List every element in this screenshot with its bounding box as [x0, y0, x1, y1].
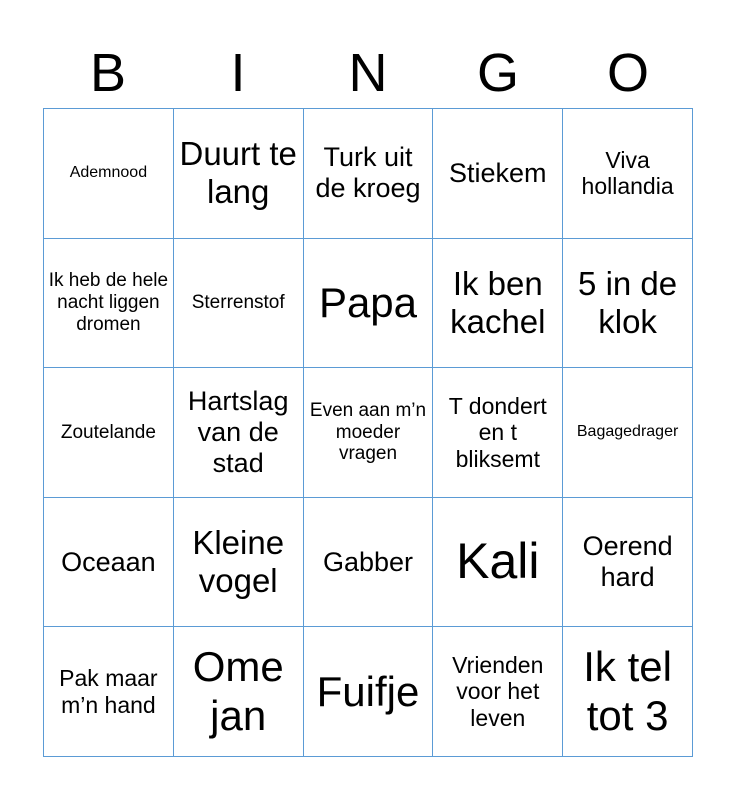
bingo-cell[interactable] [174, 368, 304, 498]
cell-text: Ademnood [69, 164, 148, 182]
bingo-cell[interactable] [433, 109, 563, 239]
cell-text: Zoutelande [60, 421, 156, 443]
cell-text: Gabber [322, 546, 414, 577]
cell-text: Sterrenstof [191, 291, 285, 313]
bingo-cell[interactable] [44, 498, 174, 628]
bingo-cell[interactable] [563, 627, 693, 757]
bingo-cell[interactable] [44, 368, 174, 498]
bingo-cell[interactable] [433, 627, 563, 757]
bingo-cell[interactable] [44, 627, 174, 757]
cell-text: Ome jan [192, 643, 284, 739]
bingo-cell[interactable] [174, 627, 304, 757]
bingo-cell[interactable] [433, 498, 563, 628]
cell-text: Fuifje [316, 667, 420, 715]
cell-text: Duurt te lang [179, 135, 297, 211]
bingo-cell[interactable] [433, 239, 563, 369]
cell-text: 5 in de klok [578, 264, 678, 340]
bingo-cell[interactable] [174, 109, 304, 239]
bingo-header [43, 38, 693, 108]
bingo-cell[interactable] [174, 498, 304, 628]
cell-text: Pak maar m’n hand [59, 665, 158, 718]
cell-text: Ik tel tot 3 [583, 643, 672, 739]
bingo-board [43, 108, 693, 757]
header-letter-n: N [348, 43, 388, 103]
bingo-cell[interactable] [563, 239, 693, 369]
header-letter-b: B [89, 43, 127, 103]
cell-text: Vrienden voor het leven [452, 652, 544, 731]
cell-text: Even aan m’n moeder vragen [309, 399, 427, 465]
cell-text: Turk uit de kroeg [315, 142, 421, 204]
cell-text: Ik heb de hele nacht liggen dromen [48, 270, 169, 335]
bingo-cell[interactable] [433, 368, 563, 498]
header-letter-o: O [606, 43, 649, 103]
bingo-cell[interactable] [304, 368, 434, 498]
bingo-cell[interactable] [44, 109, 174, 239]
cell-text: Ik ben kachel [450, 264, 546, 340]
cell-text: Kleine vogel [192, 524, 285, 600]
bingo-cell[interactable] [563, 498, 693, 628]
header-letter-g: G [476, 43, 519, 103]
cell-text: Stiekem [449, 157, 547, 188]
cell-text: Bagagedrager [576, 423, 679, 441]
cell-text: Oerend hard [582, 531, 673, 593]
bingo-cell[interactable] [304, 109, 434, 239]
cell-text: Hartslag van de stad [187, 385, 289, 479]
bingo-cell[interactable] [304, 498, 434, 628]
header-letter-i: I [230, 43, 246, 103]
bingo-cell[interactable] [304, 239, 434, 369]
cell-text: Papa [318, 278, 418, 326]
bingo-cell[interactable] [563, 109, 693, 239]
cell-text: Kali [456, 533, 540, 590]
bingo-cell[interactable] [563, 368, 693, 498]
cell-text: T dondert en t bliksemt [448, 392, 547, 472]
bingo-cell[interactable] [44, 239, 174, 369]
cell-text: Viva hollandia [581, 146, 674, 200]
bingo-cell[interactable] [304, 627, 434, 757]
cell-text: Oceaan [61, 546, 156, 577]
bingo-cell[interactable] [174, 239, 304, 369]
